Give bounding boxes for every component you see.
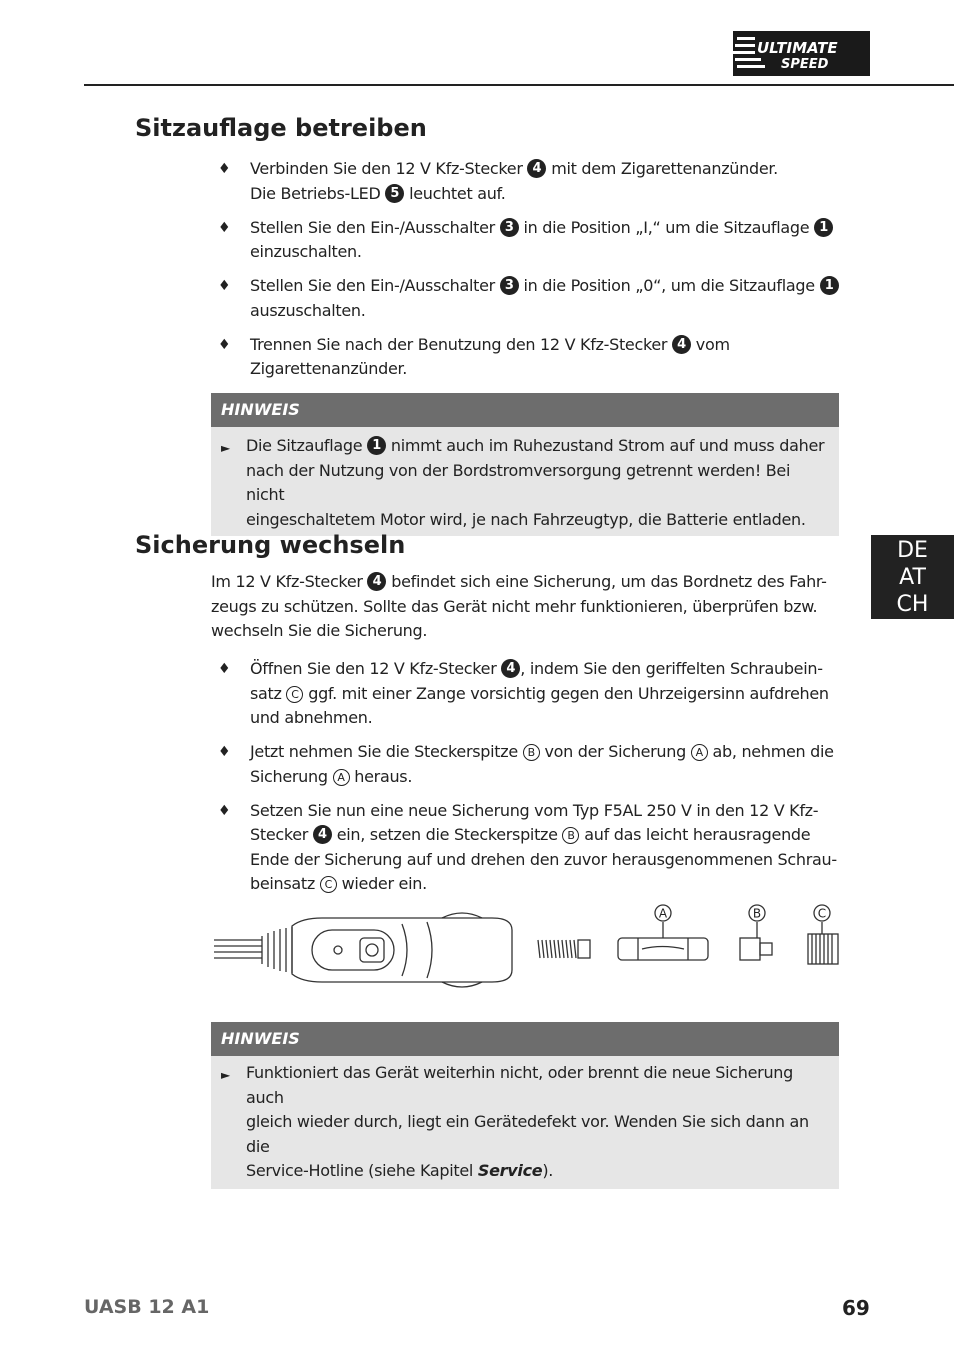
ref-number: 1 <box>820 276 839 295</box>
service-chapter-ref: Service <box>477 1161 543 1180</box>
list-item: ♦ Trennen Sie nach der Benutzung den 12 V Kfz-Stecker 4 vom Zigarettenanzünder. <box>218 334 730 378</box>
ref-number: 4 <box>367 572 386 591</box>
ref-letter: C <box>286 686 303 703</box>
list-item: ♦ Jetzt nehmen Sie die Steckerspitze B von der Sicherung A ab, nehmen die Sicherung A heraus. <box>218 742 834 786</box>
section-title-operate: Sitzauflage betreiben <box>135 114 427 142</box>
list-item: ♦ Verbinden Sie den 12 V Kfz-Stecker 4 mit dem Zigarettenanzünder. Die Betriebs-LED 5 leuchtet auf. <box>218 159 778 203</box>
ref-number: 4 <box>527 159 546 178</box>
note-box-operate <box>211 393 839 536</box>
ref-letter: B <box>523 744 540 761</box>
brand-line1: ULTIMATE <box>757 39 838 57</box>
note-box-fuse <box>211 1022 839 1189</box>
list-item: ♦ Öffnen Sie den 12 V Kfz-Stecker 4 , indem Sie den geriffelten Schraubein- satz C ggf. mit einer Zange vorsichtig gegen den Uhrzeigersinn aufdrehen und abnehmen. <box>218 659 829 727</box>
figure-label-a: A <box>658 906 668 921</box>
lang-at: AT <box>899 565 926 590</box>
ref-number: 1 <box>814 218 833 237</box>
header-rule <box>84 84 954 86</box>
note-heading: HINWEIS <box>211 1022 839 1056</box>
brand-logo <box>733 31 870 76</box>
language-tab <box>871 535 954 619</box>
ref-number: 3 <box>500 276 519 295</box>
list-item: ♦ Stellen Sie den Ein-/Ausschalter 3 in die Position „I,“ um die Sitzauflage 1 einzuschalten. <box>218 216 840 265</box>
diamond-bullet-icon: ♦ <box>218 802 231 819</box>
figure-label-c: C <box>817 906 827 921</box>
footer-model: UASB 12 A1 <box>84 1296 210 1318</box>
arrow-right-icon: ► <box>221 441 230 455</box>
ref-number: 4 <box>672 335 691 354</box>
ref-number: 5 <box>385 184 404 203</box>
note-body: ► Die Sitzauflage 1 nimmt auch im Ruhezustand Strom auf und muss daher nach der Nutzung von der Bordstromversorgung getrennt werden! Bei nicht eingeschaltetem Motor wird, je nach Fahrzeugtyp, die Batterie entladen. <box>221 436 825 529</box>
lang-ch: CH <box>896 592 929 617</box>
diamond-bullet-icon: ♦ <box>218 336 231 353</box>
note-heading: HINWEIS <box>211 393 839 427</box>
list-item: ♦ Setzen Sie nun eine neue Sicherung vom Typ F5AL 250 V in den 12 V Kfz- Stecker 4 ein, setzen die Steckerspitze B auf das leicht herausragende Ende der Sicherung auf und drehen den zuvor herausgenommenen Schrau- beinsatz C wieder ein. <box>218 800 837 893</box>
diamond-bullet-icon: ♦ <box>218 661 231 677</box>
note-body: ► Funktioniert das Gerät weiterhin nicht, oder brennt die neue Sicherung auch gleich wieder durch, liegt ein Gerätedefekt vor. Wenden Sie sich dann an die Service-Hotline (siehe Kapitel Service). <box>221 1063 809 1180</box>
ref-number: 1 <box>367 436 386 455</box>
ref-letter: C <box>320 876 337 893</box>
ref-number: 4 <box>313 825 332 844</box>
ref-number: 4 <box>501 659 520 678</box>
arrow-right-icon: ► <box>221 1068 230 1082</box>
diamond-bullet-icon: ♦ <box>218 744 231 760</box>
ref-number: 3 <box>500 218 519 237</box>
ref-letter: A <box>333 769 350 786</box>
operate-steps <box>218 157 840 391</box>
fuse-intro: Im 12 V Kfz-Stecker 4 befindet sich eine Sicherung, um das Bordnetz des Fahr- zeugs zu schützen. Sollte das Gerät nicht mehr funktionieren, überprüfen bzw. wechseln Sie die Sicherung. <box>211 572 827 640</box>
diamond-bullet-icon: ♦ <box>218 161 231 177</box>
page-number: 69 <box>842 1296 870 1320</box>
ref-letter: A <box>691 744 708 761</box>
lang-de: DE <box>897 538 928 563</box>
fuse-steps <box>218 657 840 906</box>
figure-label-b: B <box>752 906 762 921</box>
plug-fuse-illustration <box>212 900 842 1000</box>
section-title-fuse: Sicherung wechseln <box>135 531 406 559</box>
diamond-bullet-icon: ♦ <box>218 219 231 236</box>
brand-line2: SPEED <box>781 57 829 72</box>
list-item: ♦ Stellen Sie den Ein-/Ausschalter 3 in die Position „0“, um die Sitzauflage 1 auszuschalten. <box>218 274 840 323</box>
diamond-bullet-icon: ♦ <box>218 278 231 294</box>
ref-letter: B <box>562 827 579 844</box>
